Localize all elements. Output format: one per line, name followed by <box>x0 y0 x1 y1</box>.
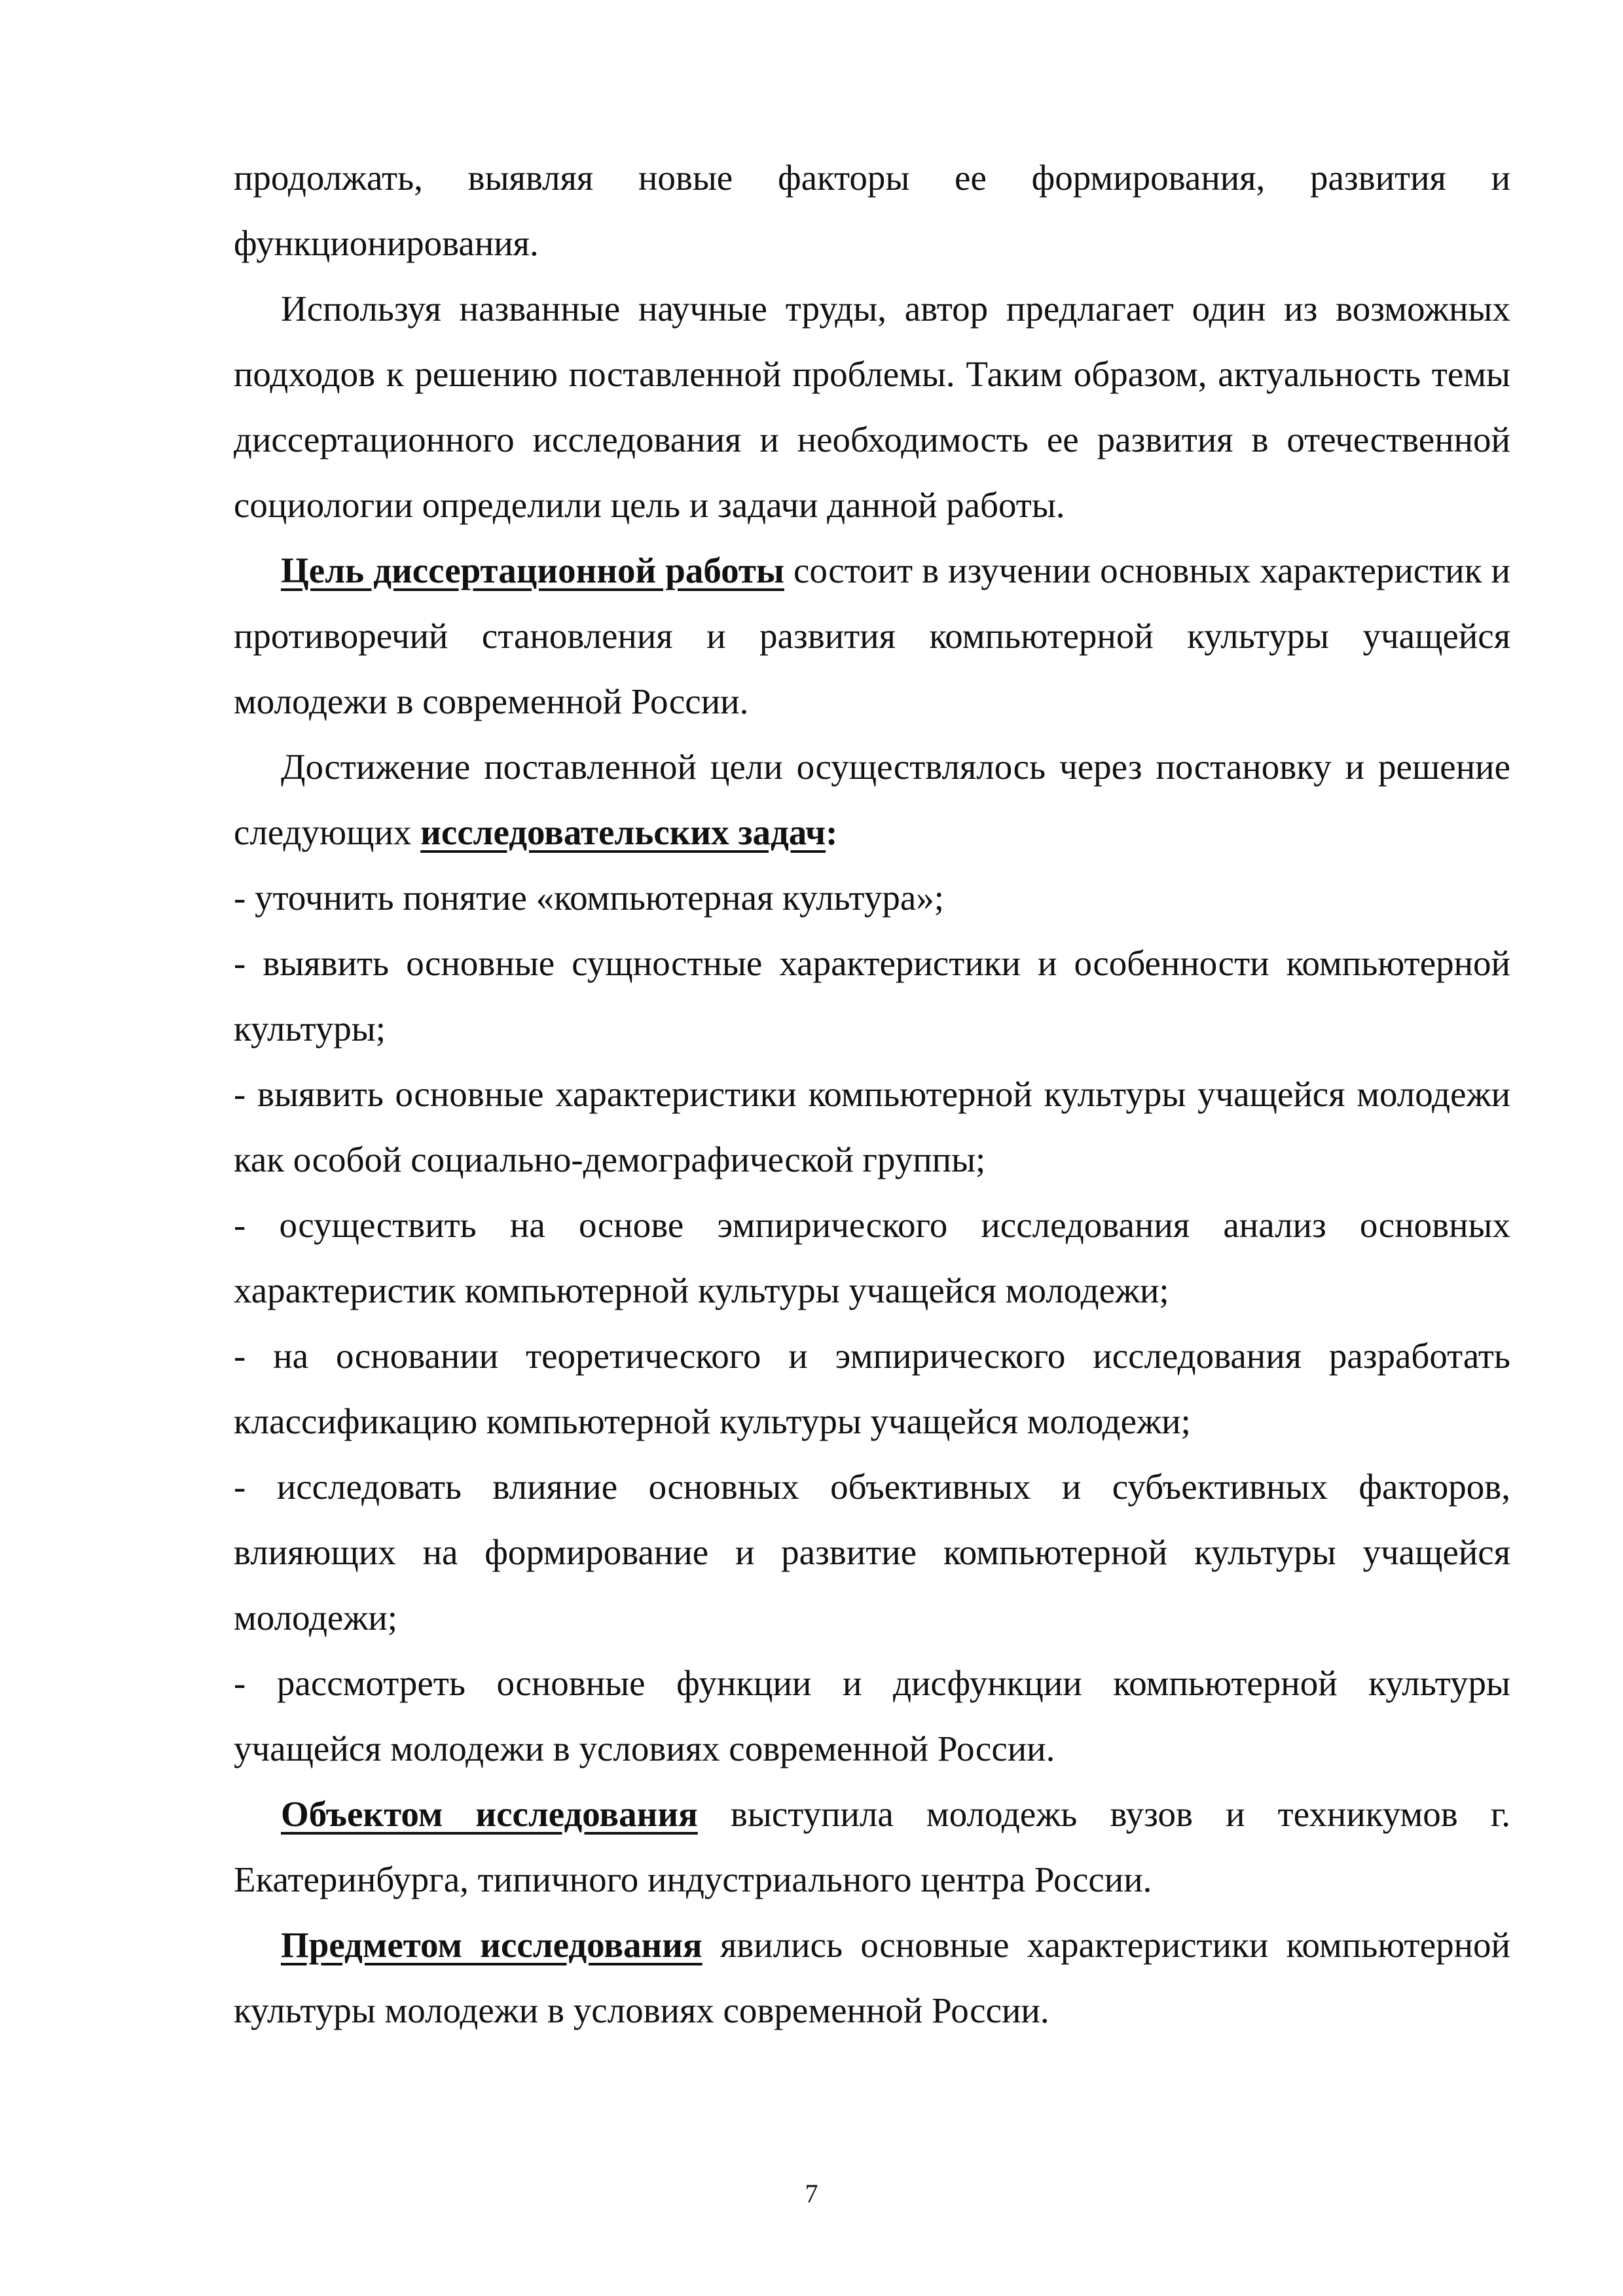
paragraph-text: явились основные характеристики компьютерной культуры молодежи в условиях современной России. <box>234 1925 1510 2030</box>
task-item <box>234 931 1510 1062</box>
paragraph-text: выступила молодежь вузов и техникумов г. Екатеринбурга, типичного индустриального центра России. <box>234 1794 1510 1899</box>
object-term: Объектом исследования <box>281 1794 698 1834</box>
tasks-term: исследовательских задач <box>420 812 826 852</box>
task-text: - исследовать влияние основных объективных и субъективных факторов, влияющих на формирование и развитие компьютерной культуры учащейся молодежи; <box>234 1467 1510 1638</box>
task-item <box>234 1454 1510 1651</box>
task-text: - рассмотреть основные функции и дисфункции компьютерной культуры учащейся молодежи в условиях современной России. <box>234 1663 1510 1768</box>
task-text: - на основании теоретического и эмпирического исследования разработать классификацию компьютерной культуры учащейся молодежи; <box>234 1336 1510 1441</box>
task-text: - осуществить на основе эмпирического исследования анализ основных характеристик компьютерной культуры учащейся молодежи; <box>234 1205 1510 1310</box>
paragraph-text: Используя названные научные труды, автор предлагает один из возможных подходов к решению поставленной проблемы. Таким образом, актуальность темы диссертационного исследования и необходимость ее развития в отечественной социологии определили цель и задачи данной работы. <box>234 289 1510 525</box>
document-body <box>234 145 1510 2043</box>
paragraph-subject <box>234 1912 1510 2043</box>
paragraph-object <box>234 1782 1510 1912</box>
paragraph-sources <box>234 276 1510 538</box>
paragraph-text: Достижение поставленной цели осуществлялось через постановку и решение следующих <box>234 747 1510 852</box>
paragraph-text: состоит в изучении основных характеристик и противоречий становления и развития компьютерной культуры учащейся молодежи в современной России. <box>234 550 1510 721</box>
goal-term: Цель диссертационной работы <box>281 550 784 590</box>
paragraph-tasks-intro <box>234 734 1510 865</box>
task-item <box>234 1323 1510 1454</box>
task-item <box>234 865 1510 931</box>
tasks-term-colon: : <box>826 812 838 852</box>
page-number: 7 <box>805 2179 818 2208</box>
paragraph-goal <box>234 538 1510 734</box>
task-item <box>234 1193 1510 1323</box>
task-item <box>234 1062 1510 1193</box>
paragraph-continuation <box>234 145 1510 276</box>
task-item <box>234 1651 1510 1782</box>
task-text: - уточнить понятие «компьютерная культура»; <box>234 878 945 918</box>
task-text: - выявить основные сущностные характеристики и особенности компьютерной культуры; <box>234 943 1510 1049</box>
task-text: - выявить основные характеристики компьютерной культуры учащейся молодежи как особой социально-демографической группы; <box>234 1074 1510 1179</box>
subject-term: Предметом исследования <box>281 1925 702 1965</box>
paragraph-text: продолжать, выявляя новые факторы ее формирования, развития и функционирования. <box>234 158 1510 263</box>
